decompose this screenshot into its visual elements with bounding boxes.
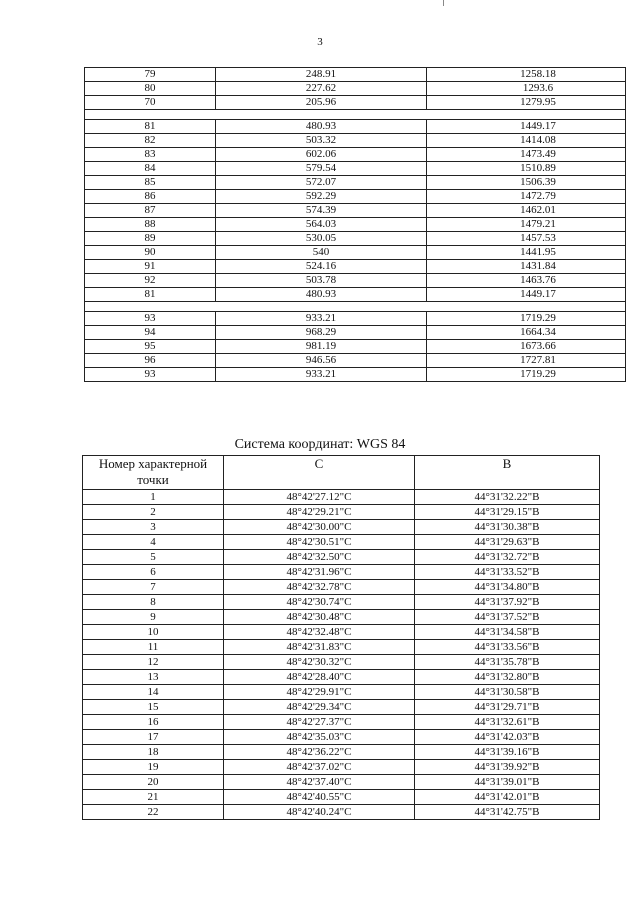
point-number-cell: 88: [85, 218, 216, 232]
point-number-cell: 19: [83, 760, 224, 775]
y-coordinate-cell: 1449.17: [427, 288, 626, 302]
table-row: [83, 760, 600, 775]
table-row: [83, 775, 600, 790]
y-coordinate-cell: 1719.29: [427, 368, 626, 382]
point-number-cell: 14: [83, 685, 224, 700]
table-row: [85, 326, 626, 340]
table-row: [83, 580, 600, 595]
y-coordinate-cell: 1258.18: [427, 68, 626, 82]
longitude-cell: 44°31'30.38"В: [415, 520, 600, 535]
latitude-cell: 48°42'37.40"С: [224, 775, 415, 790]
latitude-cell: 48°42'30.32"С: [224, 655, 415, 670]
point-number-cell: 20: [83, 775, 224, 790]
table-row: [83, 550, 600, 565]
table-row: [85, 68, 626, 82]
point-number-cell: 93: [85, 368, 216, 382]
point-number-cell: 13: [83, 670, 224, 685]
y-coordinate-cell: 1462.01: [427, 204, 626, 218]
x-coordinate-cell: 574.39: [216, 204, 427, 218]
x-coordinate-cell: 480.93: [216, 120, 427, 134]
table-row: [83, 490, 600, 505]
point-number-cell: 10: [83, 625, 224, 640]
point-number-cell: 84: [85, 162, 216, 176]
point-number-cell: 81: [85, 288, 216, 302]
longitude-cell: 44°31'33.56"В: [415, 640, 600, 655]
point-number-cell: 83: [85, 148, 216, 162]
x-coordinate-cell: 981.19: [216, 340, 427, 354]
y-coordinate-cell: 1506.39: [427, 176, 626, 190]
latitude-cell: 48°42'27.37"С: [224, 715, 415, 730]
table-row: [83, 565, 600, 580]
y-coordinate-cell: 1479.21: [427, 218, 626, 232]
local-coordinates-table: [84, 67, 626, 382]
point-number-cell: 94: [85, 326, 216, 340]
y-coordinate-cell: 1414.08: [427, 134, 626, 148]
group-separator-row: [85, 302, 626, 312]
table-row: [85, 120, 626, 134]
x-coordinate-cell: 480.93: [216, 288, 427, 302]
latitude-cell: 48°42'40.55"С: [224, 790, 415, 805]
latitude-cell: 48°42'40.24"С: [224, 805, 415, 820]
longitude-cell: 44°31'35.78"В: [415, 655, 600, 670]
table-row: [85, 260, 626, 274]
latitude-cell: 48°42'30.74"С: [224, 595, 415, 610]
point-number-cell: 1: [83, 490, 224, 505]
table-row: [85, 368, 626, 382]
table-row: [85, 134, 626, 148]
x-coordinate-cell: 564.03: [216, 218, 427, 232]
table-row: [83, 625, 600, 640]
latitude-cell: 48°42'29.34"С: [224, 700, 415, 715]
point-number-cell: 15: [83, 700, 224, 715]
x-coordinate-cell: 579.54: [216, 162, 427, 176]
table-row: [83, 655, 600, 670]
latitude-cell: 48°42'37.02"С: [224, 760, 415, 775]
table-row: [83, 685, 600, 700]
latitude-cell: 48°42'30.48"С: [224, 610, 415, 625]
longitude-cell: 44°31'32.61"В: [415, 715, 600, 730]
table-row: [85, 82, 626, 96]
x-coordinate-cell: 248.91: [216, 68, 427, 82]
point-number-cell: 93: [85, 312, 216, 326]
latitude-cell: 48°42'30.00"С: [224, 520, 415, 535]
x-coordinate-cell: 933.21: [216, 368, 427, 382]
latitude-cell: 48°42'32.48"С: [224, 625, 415, 640]
point-number-cell: 5: [83, 550, 224, 565]
point-number-cell: 82: [85, 134, 216, 148]
y-coordinate-cell: 1473.49: [427, 148, 626, 162]
y-coordinate-cell: 1719.29: [427, 312, 626, 326]
point-number-cell: 96: [85, 354, 216, 368]
longitude-cell: 44°31'29.71"В: [415, 700, 600, 715]
y-coordinate-cell: 1457.53: [427, 232, 626, 246]
latitude-cell: 48°42'31.96"С: [224, 565, 415, 580]
point-number-cell: 2: [83, 505, 224, 520]
longitude-cell: 44°31'34.58"В: [415, 625, 600, 640]
point-number-cell: 90: [85, 246, 216, 260]
header-north: С: [224, 456, 415, 490]
x-coordinate-cell: 503.78: [216, 274, 427, 288]
table-row: [85, 162, 626, 176]
y-coordinate-cell: 1431.84: [427, 260, 626, 274]
table-row: [85, 218, 626, 232]
page-number: 3: [317, 36, 323, 48]
point-number-cell: 16: [83, 715, 224, 730]
point-number-cell: 9: [83, 610, 224, 625]
scan-mark: [443, 0, 444, 6]
longitude-cell: 44°31'32.72"В: [415, 550, 600, 565]
table-row: [83, 715, 600, 730]
longitude-cell: 44°31'42.03"В: [415, 730, 600, 745]
table-row: [83, 730, 600, 745]
table-row: [83, 535, 600, 550]
y-coordinate-cell: 1463.76: [427, 274, 626, 288]
latitude-cell: 48°42'30.51"С: [224, 535, 415, 550]
longitude-cell: 44°31'34.80"В: [415, 580, 600, 595]
x-coordinate-cell: 968.29: [216, 326, 427, 340]
x-coordinate-cell: 530.05: [216, 232, 427, 246]
longitude-cell: 44°31'37.92"В: [415, 595, 600, 610]
y-coordinate-cell: 1664.34: [427, 326, 626, 340]
header-east: В: [415, 456, 600, 490]
longitude-cell: 44°31'33.52"В: [415, 565, 600, 580]
longitude-cell: 44°31'32.80"В: [415, 670, 600, 685]
y-coordinate-cell: 1673.66: [427, 340, 626, 354]
separator-cell: [85, 302, 626, 312]
longitude-cell: 44°31'30.58"В: [415, 685, 600, 700]
table-row: [85, 148, 626, 162]
y-coordinate-cell: 1279.95: [427, 96, 626, 110]
longitude-cell: 44°31'32.22"В: [415, 490, 600, 505]
longitude-cell: 44°31'39.16"В: [415, 745, 600, 760]
point-number-cell: 12: [83, 655, 224, 670]
point-number-cell: 7: [83, 580, 224, 595]
y-coordinate-cell: 1510.89: [427, 162, 626, 176]
table-row: [85, 354, 626, 368]
group-separator-row: [85, 110, 626, 120]
latitude-cell: 48°42'29.91"С: [224, 685, 415, 700]
latitude-cell: 48°42'32.78"С: [224, 580, 415, 595]
table-row: [85, 340, 626, 354]
table-row: [85, 246, 626, 260]
x-coordinate-cell: 933.21: [216, 312, 427, 326]
x-coordinate-cell: 946.56: [216, 354, 427, 368]
wgs84-coordinates-table: [82, 455, 600, 820]
point-number-cell: 3: [83, 520, 224, 535]
x-coordinate-cell: 524.16: [216, 260, 427, 274]
latitude-cell: 48°42'31.83"С: [224, 640, 415, 655]
table-row: [85, 312, 626, 326]
table-row: [85, 176, 626, 190]
table-row: [83, 505, 600, 520]
longitude-cell: 44°31'29.63"В: [415, 535, 600, 550]
point-number-cell: 81: [85, 120, 216, 134]
longitude-cell: 44°31'39.92"В: [415, 760, 600, 775]
point-number-cell: 79: [85, 68, 216, 82]
table-row: [83, 640, 600, 655]
y-coordinate-cell: 1449.17: [427, 120, 626, 134]
x-coordinate-cell: 227.62: [216, 82, 427, 96]
point-number-cell: 87: [85, 204, 216, 218]
y-coordinate-cell: 1441.95: [427, 246, 626, 260]
table-row: [83, 790, 600, 805]
table-row: [83, 805, 600, 820]
longitude-cell: 44°31'39.01"В: [415, 775, 600, 790]
y-coordinate-cell: 1472.79: [427, 190, 626, 204]
latitude-cell: 48°42'36.22"С: [224, 745, 415, 760]
point-number-cell: 70: [85, 96, 216, 110]
table-row: [85, 96, 626, 110]
x-coordinate-cell: 540: [216, 246, 427, 260]
coordinate-system-caption: Система координат: WGS 84: [234, 437, 406, 452]
point-number-cell: 18: [83, 745, 224, 760]
x-coordinate-cell: 602.06: [216, 148, 427, 162]
table-row: [85, 232, 626, 246]
point-number-cell: 17: [83, 730, 224, 745]
latitude-cell: 48°42'35.03"С: [224, 730, 415, 745]
y-coordinate-cell: 1293.6: [427, 82, 626, 96]
table-row: [85, 288, 626, 302]
point-number-cell: 8: [83, 595, 224, 610]
table-row: [83, 595, 600, 610]
header-point-number: Номер характерной точки: [83, 456, 224, 490]
y-coordinate-cell: 1727.81: [427, 354, 626, 368]
longitude-cell: 44°31'29.15"В: [415, 505, 600, 520]
point-number-cell: 89: [85, 232, 216, 246]
point-number-cell: 22: [83, 805, 224, 820]
table-row: [83, 610, 600, 625]
x-coordinate-cell: 592.29: [216, 190, 427, 204]
point-number-cell: 86: [85, 190, 216, 204]
x-coordinate-cell: 205.96: [216, 96, 427, 110]
longitude-cell: 44°31'37.52"В: [415, 610, 600, 625]
latitude-cell: 48°42'28.40"С: [224, 670, 415, 685]
table-row: [83, 745, 600, 760]
point-number-cell: 6: [83, 565, 224, 580]
latitude-cell: 48°42'29.21"С: [224, 505, 415, 520]
point-number-cell: 11: [83, 640, 224, 655]
table-row: [85, 274, 626, 288]
point-number-cell: 80: [85, 82, 216, 96]
point-number-cell: 21: [83, 790, 224, 805]
latitude-cell: 48°42'27.12"С: [224, 490, 415, 505]
x-coordinate-cell: 572.07: [216, 176, 427, 190]
point-number-cell: 4: [83, 535, 224, 550]
point-number-cell: 91: [85, 260, 216, 274]
x-coordinate-cell: 503.32: [216, 134, 427, 148]
longitude-cell: 44°31'42.75"В: [415, 805, 600, 820]
table-row: [83, 520, 600, 535]
longitude-cell: 44°31'42.01"В: [415, 790, 600, 805]
table-row: [83, 700, 600, 715]
table-row: [85, 204, 626, 218]
point-number-cell: 95: [85, 340, 216, 354]
separator-cell: [85, 110, 626, 120]
point-number-cell: 92: [85, 274, 216, 288]
point-number-cell: 85: [85, 176, 216, 190]
table-row: [83, 670, 600, 685]
table-row: [85, 190, 626, 204]
latitude-cell: 48°42'32.50"С: [224, 550, 415, 565]
